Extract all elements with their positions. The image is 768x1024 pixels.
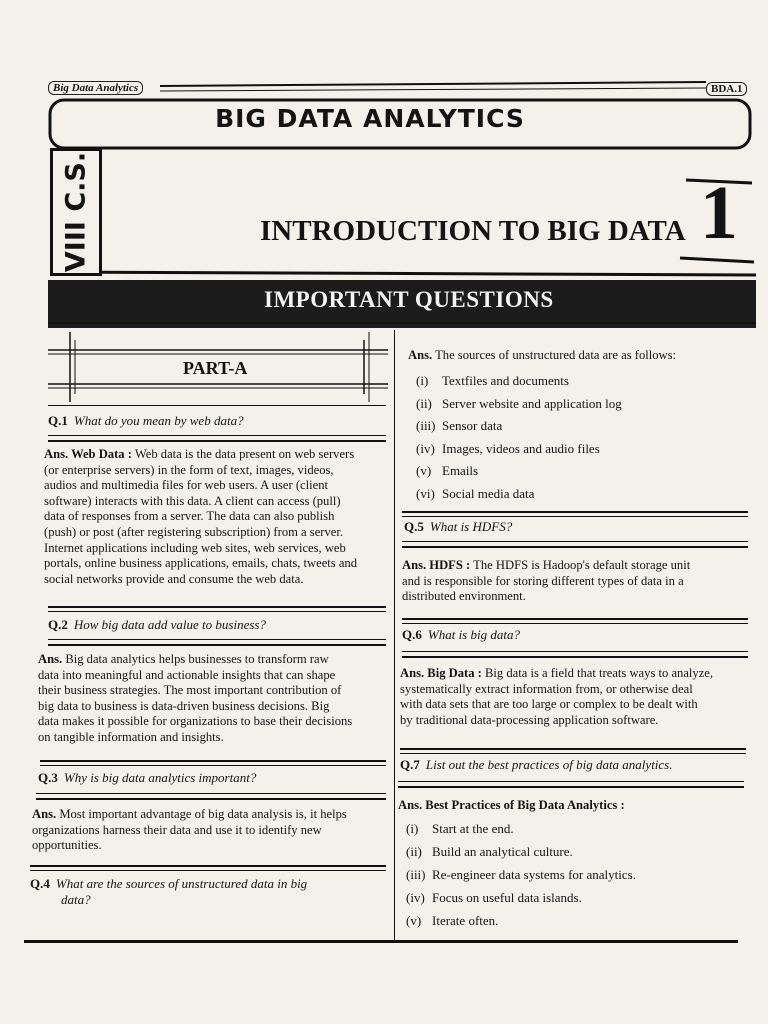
rule (398, 781, 744, 782)
question-id: Q.4 (30, 876, 50, 891)
answer-q6 (400, 666, 744, 728)
column-divider (394, 330, 395, 940)
rule (402, 541, 748, 542)
list-item: (iii) Sensor data (416, 418, 503, 433)
answer-line: Ans. Web Data : Web data is the data present on web servers (44, 447, 355, 461)
rule (402, 511, 748, 513)
rule (36, 798, 386, 800)
list-item: (i) Start at the end. (406, 821, 514, 836)
rule (40, 765, 386, 766)
book-title: BIG DATA ANALYTICS (215, 104, 525, 133)
answer-line: portals, online business applications, emails, chats, tweets and (44, 556, 358, 571)
answer-line: data of responses from a server. The data can also publish (44, 509, 335, 524)
rule (30, 865, 386, 867)
rule (30, 870, 386, 871)
column-top-rule (48, 322, 756, 324)
answer-line: on tangible information and insights. (38, 729, 224, 744)
answer-line: by traditional data-processing application software. (400, 712, 659, 727)
answer-q1 (44, 447, 388, 587)
answer-line: and is responsible for storing different types of data in a (402, 573, 684, 588)
list-item: (ii) Build an analytical culture. (406, 844, 573, 859)
list-item: (i) Textfiles and documents (416, 373, 569, 388)
page-code: BDA.1 (706, 82, 747, 96)
question-id: Q.5 (404, 519, 424, 534)
answer-q7-lead: Ans. Best Practices of Big Data Analytics : (398, 798, 625, 812)
rule (48, 435, 386, 436)
answer-line: with data sets that are too large or complex to be dealt with (400, 697, 698, 712)
list-item: (iv) Images, videos and audio files (416, 440, 600, 456)
question-q2 (48, 617, 266, 633)
answer-q7-list (406, 817, 636, 932)
question-q7 (400, 757, 673, 773)
answer-line: opportunities. (32, 838, 102, 853)
question-text: How big data add value to business? (73, 617, 266, 632)
part-a-heading: PART-A (183, 358, 248, 378)
rule (40, 760, 386, 762)
question-id: Q.6 (402, 627, 422, 642)
answer-line: (or enterprise servers) in the form of text, images, videos, (44, 462, 334, 477)
rule (402, 623, 748, 624)
answer-q5 (402, 558, 744, 605)
question-text: Why is big data analytics important? (63, 770, 257, 785)
chapter-title: INTRODUCTION TO BIG DATA (260, 215, 686, 247)
answer-lead: Ans. Web Data : (44, 447, 132, 461)
answer-line: software) interacts with this data. A client can access (pull) (44, 493, 341, 508)
semester-tab (50, 148, 102, 276)
rule (48, 405, 386, 406)
answer-lead: Ans. Big Data : (400, 666, 482, 680)
answer-line: Ans. HDFS : The HDFS is Hadoop's default storage unit (402, 558, 691, 572)
rule (48, 639, 386, 640)
rule (48, 606, 386, 608)
question-q5 (404, 519, 512, 535)
page-bottom-rule (24, 940, 738, 943)
rule (402, 651, 748, 652)
answer-line: data into meaningful and actionable insights that can shape (38, 667, 336, 682)
answer-line: systematically extract information from, or otherwise deal (400, 681, 693, 696)
question-id: Q.2 (48, 617, 68, 632)
answer-line: Ans. Big data analytics helps businesses to transform raw (38, 652, 329, 666)
important-questions-label: IMPORTANT QUESTIONS (264, 287, 554, 312)
answer-lead: Ans. (32, 807, 57, 821)
list-item: (v) Emails (416, 463, 479, 478)
list-item: (ii) Server website and application log (416, 395, 622, 411)
answer-line: their business strategies. The most important contribution of (38, 683, 342, 698)
rule (400, 753, 746, 754)
question-text: What is HDFS? (429, 519, 513, 534)
answer-line: distributed environment. (402, 589, 526, 604)
important-questions-band (48, 280, 756, 328)
running-title: Big Data Analytics (48, 81, 143, 95)
answer-line: data makes it possible for organizations to base their decisions (38, 714, 353, 729)
rule (398, 786, 744, 788)
answer-line: Ans. Most important advantage of big data analysis is, it helps (32, 807, 347, 821)
question-q6 (402, 627, 520, 643)
rule (402, 618, 748, 620)
answer-line: (push) or post (after registering subscription) from a server. (44, 524, 344, 539)
question-text: What are the sources of unstructured data in big (55, 876, 308, 891)
answer-line: Ans. Big Data : Big data is a field that treats ways to analyze, (400, 666, 714, 680)
answer-line: big data to business is data-driven business decisions. Big (38, 698, 330, 713)
rule (48, 611, 386, 612)
question-text-continued: data? (61, 892, 91, 907)
list-item: (iv) Focus on useful data islands. (406, 890, 582, 905)
rule (402, 546, 748, 548)
list-item: (iii) Re-engineer data systems for analytics. (406, 867, 636, 882)
question-q4 (30, 876, 307, 908)
answer-lead: Ans. HDFS : (402, 558, 471, 572)
chapter-number: 1 (700, 171, 738, 255)
answer-line: social networks provide and consume the web data. (44, 571, 304, 586)
rule (400, 748, 746, 750)
answer-q4-list (416, 370, 622, 505)
answer-line: audios and multimedia files for web users. A user (client (44, 478, 328, 493)
answer-q2 (38, 652, 386, 746)
rule (402, 656, 748, 658)
rule (48, 644, 386, 646)
question-q3 (38, 770, 256, 786)
question-text: What is big data? (427, 627, 520, 642)
question-id: Q.3 (38, 770, 58, 785)
question-id: Q.7 (400, 757, 420, 772)
question-id: Q.1 (48, 413, 68, 428)
answer-lead: Ans. (38, 652, 63, 666)
rule (48, 440, 386, 442)
list-item: (vi) Social media data (416, 485, 535, 501)
rule (402, 516, 748, 517)
answer-lead: Ans. (408, 348, 433, 362)
answer-line: organizations harness their data and use it to identify new (32, 822, 322, 837)
question-q1 (48, 413, 244, 429)
rule (36, 793, 386, 794)
answer-line: Internet applications including web sites, web services, web (44, 540, 346, 555)
list-item: (v) Iterate often. (406, 913, 499, 928)
question-text: List out the best practices of big data analytics. (425, 757, 673, 772)
answer-q3 (32, 807, 382, 854)
semester-label: VIII C.S. (60, 151, 92, 273)
answer-q4-intro: Ans. The sources of unstructured data are as follows: (408, 348, 677, 362)
question-text: What do you mean by web data? (73, 413, 244, 428)
